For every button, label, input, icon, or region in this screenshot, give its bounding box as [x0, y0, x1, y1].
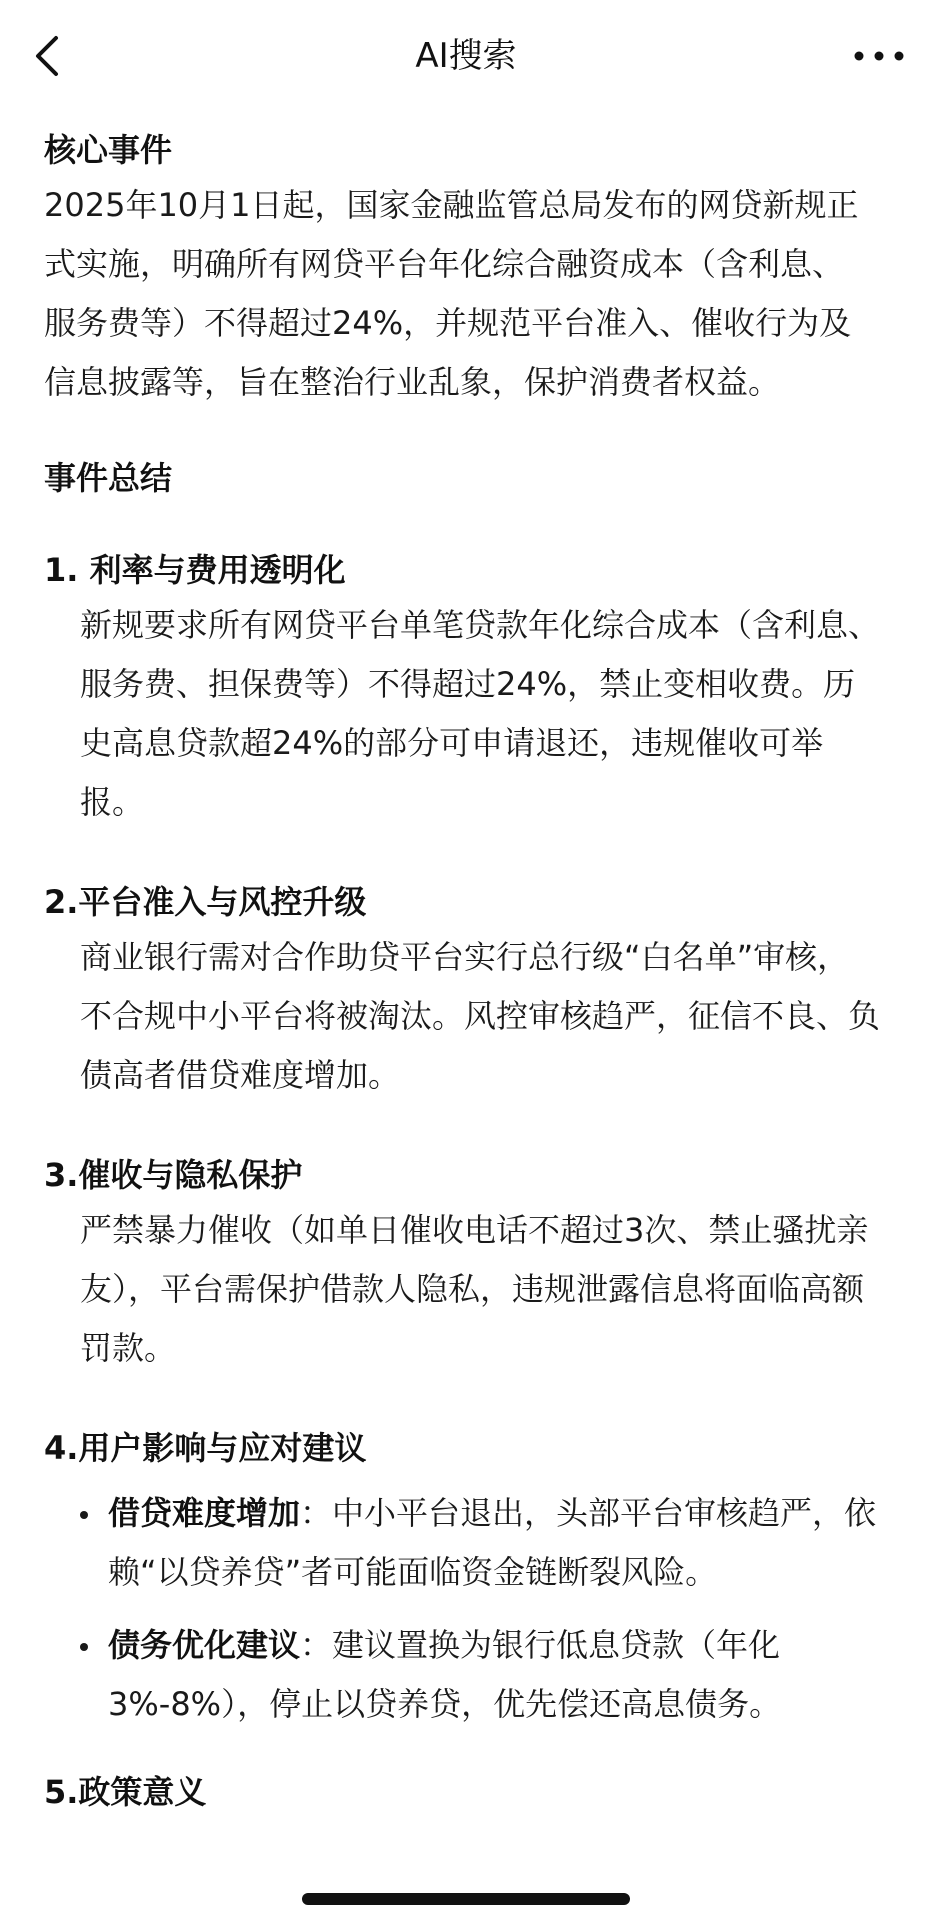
point-text: 严禁暴力催收（如单日催收电话不超过3次、禁止骚扰亲友），平台需保护借款人隐私，违规泄露信息将面临高额罚款。: [80, 1211, 869, 1367]
point-heading: 2.平台准入与风控升级: [44, 883, 367, 921]
nav-bar: [0, 0, 932, 110]
home-indicator[interactable]: [302, 1893, 630, 1905]
point-text: 新规要求所有网贷平台单笔贷款年化综合成本（含利息、服务费、担保费等）不得超过24%，禁止变相收费。历史高息贷款超24%的部分可申请退还，违规催收可举报。: [80, 606, 881, 821]
point-heading: 3.催收与隐私保护: [44, 1156, 303, 1194]
point-heading: 5.政策意义: [44, 1773, 207, 1811]
summary-point-3: [44, 1153, 894, 1378]
more-horizontal-icon: [844, 38, 914, 74]
bullet-list: [80, 1484, 900, 1734]
article-content: [44, 128, 894, 1814]
bullet-term: 债务优化建议: [108, 1626, 301, 1664]
bullet-dot-icon: [80, 1643, 88, 1651]
summary-point-1: [44, 548, 894, 832]
more-button[interactable]: [844, 38, 914, 74]
bullet-text: ：建议置换为银行低息贷款（年化3%-8%），停止以贷养贷，优先偿还高息债务。: [108, 1626, 782, 1723]
bullet-item: [80, 1616, 900, 1734]
core-event-text: 2025年10月1日起，国家金融监管总局发布的网贷新规正式实施，明确所有网贷平台年化综合融资成本（含利息、服务费等）不得超过24%，并规范平台准入、催收行为及信息披露等，旨在整治行业乱象，保护消费者权益。: [44, 186, 859, 401]
point-heading: 4.用户影响与应对建议: [44, 1429, 367, 1467]
bullet-term: 借贷难度增加: [108, 1494, 301, 1532]
page-title: AI搜索: [415, 36, 517, 76]
core-event-heading: 核心事件: [44, 131, 173, 169]
summary-point-2: [44, 880, 894, 1105]
summary-point-4: [44, 1426, 894, 1734]
point-text: 商业银行需对合作助贷平台实行总行级“白名单”审核，不合规中小平台将被淘汰。风控审核趋严，征信不良、负债高者借贷难度增加。: [80, 938, 881, 1094]
summary-heading: 事件总结: [44, 459, 173, 497]
summary-point-5: [44, 1770, 894, 1814]
bullet-item: [80, 1484, 900, 1602]
bullet-text: ：中小平台退出，头部平台审核趋严，依赖“以贷养贷”者可能面临资金链断裂风险。: [108, 1494, 877, 1591]
point-heading: 1. 利率与费用透明化: [44, 551, 346, 589]
bullet-dot-icon: [80, 1511, 88, 1519]
